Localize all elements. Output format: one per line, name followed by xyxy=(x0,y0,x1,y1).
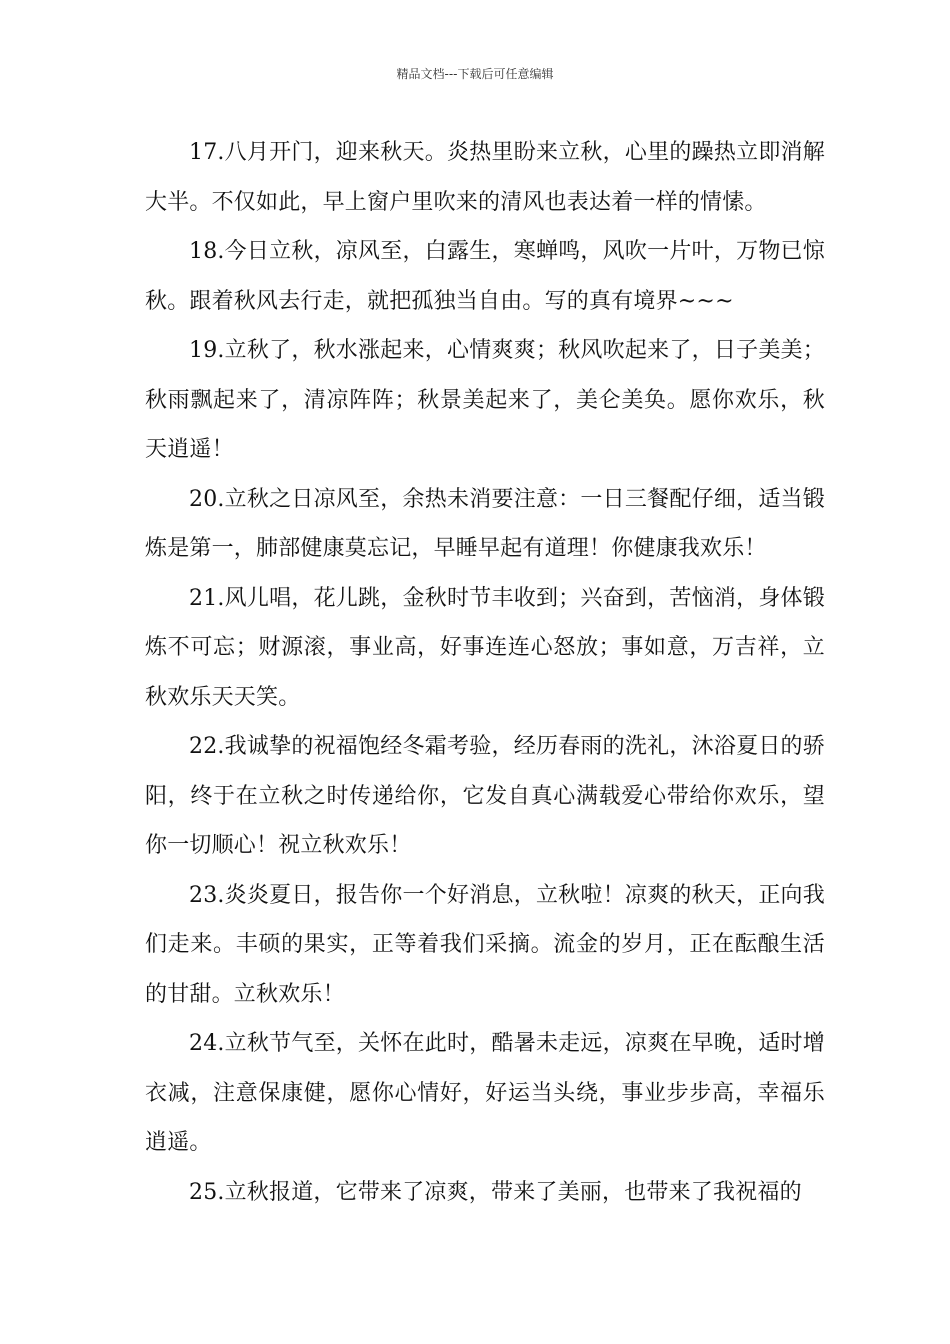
paragraph-17: 17.八月开门，迎来秋天。炎热里盼来立秋，心里的躁热立即消解大半。不仅如此，早上窗户里吹来的清风也表达着一样的情愫。 xyxy=(145,140,825,215)
paragraph-24: 24.立秋节气至，关怀在此时，酷暑未走远，凉爽在早晚，适时增衣减，注意保康健，愿你心情好，好运当头绕，事业步步高，幸福乐逍遥。 xyxy=(145,1031,825,1155)
paragraph-19: 19.立秋了，秋水涨起来，心情爽爽；秋风吹起来了，日子美美；秋雨飘起来了，清凉阵阵；秋景美起来了，美仑美奂。愿你欢乐，秋天逍遥！ xyxy=(145,338,825,462)
document-body xyxy=(145,128,825,1217)
page-header: 精品文档---下载后可任意编辑 xyxy=(396,67,554,81)
paragraph-18: 18.今日立秋，凉风至，白露生，寒蝉鸣，风吹一片叶，万物已惊秋。跟着秋风去行走，就把孤独当自由。写的真有境界~~~ xyxy=(145,239,825,314)
paragraph-22: 22.我诚挚的祝福饱经冬霜考验，经历春雨的洗礼，沐浴夏日的骄阳，终于在立秋之时传递给你，它发自真心满载爱心带给你欢乐，望你一切顺心！祝立秋欢乐！ xyxy=(145,734,825,858)
paragraph-20: 20.立秋之日凉风至，余热未消要注意：一日三餐配仔细，适当锻炼是第一，肺部健康莫忘记，早睡早起有道理！你健康我欢乐！ xyxy=(145,486,825,561)
paragraph-21: 21.风儿唱，花儿跳，金秋时节丰收到；兴奋到，苦恼消，身体锻炼不可忘；财源滚，事业高，好事连连心怒放；事如意，万吉祥，立秋欢乐天天笑。 xyxy=(145,585,825,710)
paragraph-23: 23.炎炎夏日，报告你一个好消息，立秋啦！凉爽的秋天，正向我们走来。丰硕的果实，正等着我们采摘。流金的岁月，正在酝酿生活的甘甜。立秋欢乐！ xyxy=(145,882,825,1007)
paragraph-25: 25.立秋报道，它带来了凉爽，带来了美丽，也带来了我祝福的 xyxy=(189,1179,802,1205)
